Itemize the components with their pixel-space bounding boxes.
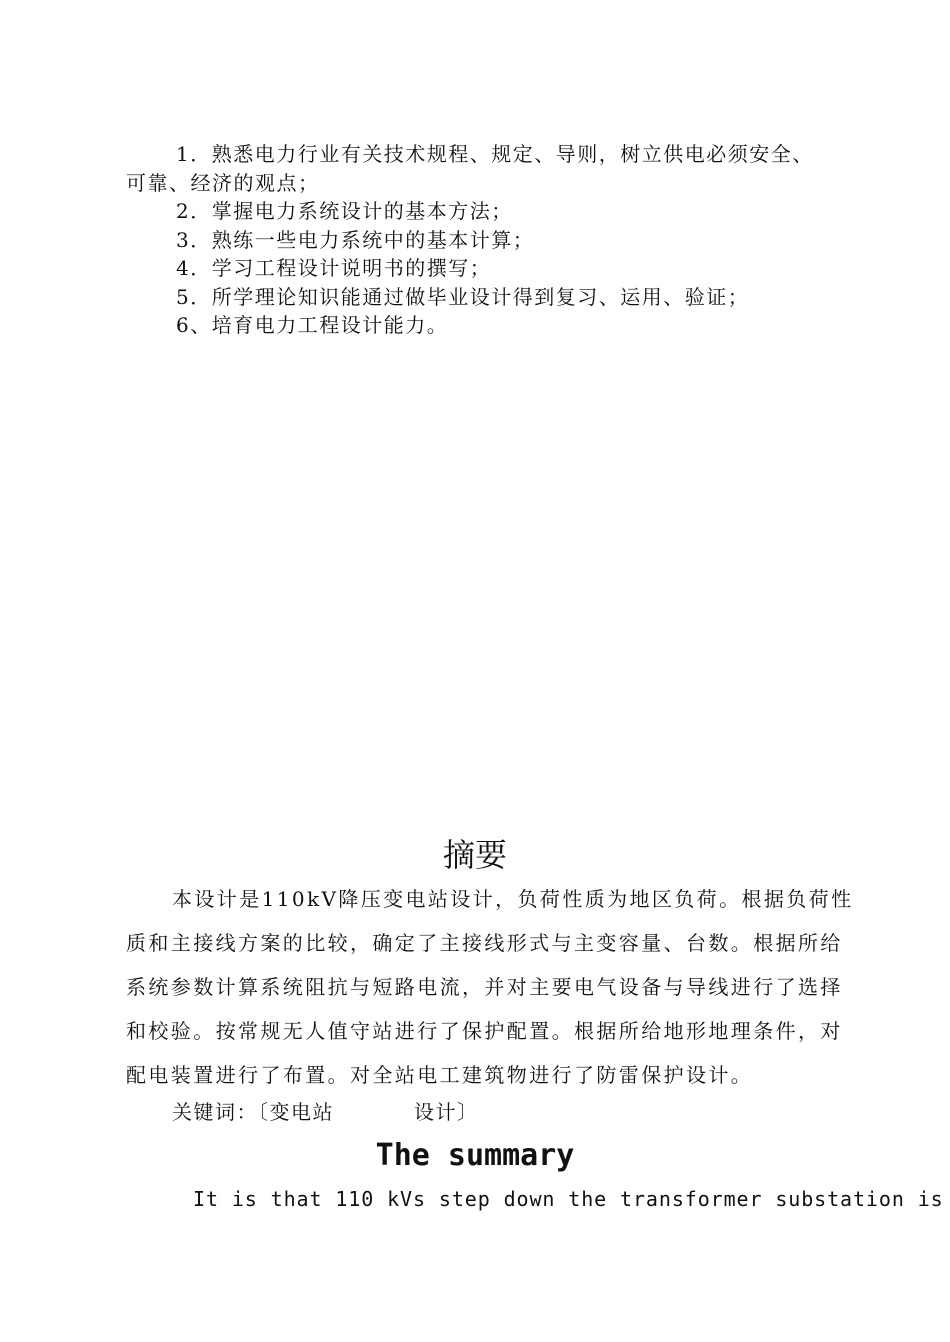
objective-line-1: 1．熟悉电力行业有关技术规程、规定、导则，树立供电必须安全、 xyxy=(176,142,814,166)
objective-line-2: 2．掌握电力系统设计的基本方法； xyxy=(176,199,513,223)
abstract-line-1: 本设计是110kV降压变电站设计，负荷性质为地区负荷。根据负荷性 xyxy=(172,887,854,911)
abstract-line-4: 和校验。按常规无人值守站进行了保护配置。根据所给地形地理条件，对 xyxy=(126,1019,843,1043)
keywords-value: 设计〕 xyxy=(414,1100,479,1124)
objective-line-5: 5．所学理论知识能通过做毕业设计得到复习、运用、验证； xyxy=(176,285,750,309)
objective-line-4: 4．学习工程设计说明书的撰写； xyxy=(176,256,492,280)
keywords-label: 关键词：〔变电站 xyxy=(172,1100,334,1124)
abstract-line-2: 质和主接线方案的比较，确定了主接线形式与主变容量、台数。根据所给 xyxy=(126,931,843,955)
abstract-title-en: The summary xyxy=(375,1138,575,1173)
abstract-line-3: 系统参数计算系统阻抗与短路电流，并对主要电气设备与导线进行了选择 xyxy=(126,975,843,999)
abstract-line-5: 配电装置进行了布置。对全站电工建筑物进行了防雷保护设计。 xyxy=(126,1063,754,1087)
objective-line-3: 3．熟练一些电力系统中的基本计算； xyxy=(176,228,535,252)
objective-line-1-cont: 可靠、经济的观点； xyxy=(126,171,320,195)
objective-line-6: 6、培育电力工程设计能力。 xyxy=(176,313,449,337)
abstract-title-cn: 摘要 xyxy=(442,836,507,874)
abstract-en-line-1: It is that 110 kVs step down the transformer substation is xyxy=(193,1187,944,1211)
